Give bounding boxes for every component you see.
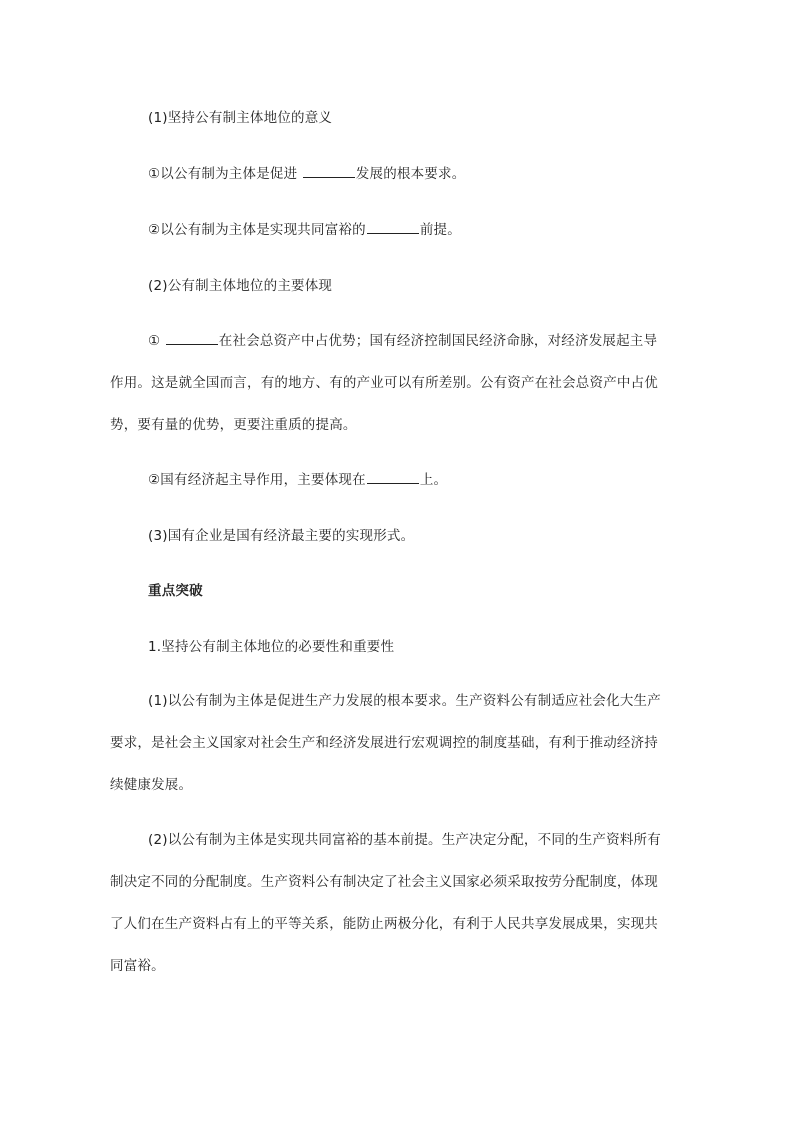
text: (1)坚持公有制主体地位的意义 — [148, 110, 333, 126]
paragraph-line — [110, 734, 658, 752]
paragraph-line — [110, 776, 192, 794]
text: 在社会总资产中占优势；国有经济控制国民经济命脉，对经济发展起主导 — [218, 333, 658, 349]
text: (2)以公有制为主体是实现共同富裕的基本前提。生产决定分配，不同的生产资料所有 — [148, 832, 661, 848]
section-heading-significance — [148, 109, 332, 127]
text: ②国有经济起主导作用，主要体现在 — [148, 472, 366, 488]
paragraph-line — [148, 692, 661, 710]
text: 1.坚持公有制主体地位的必要性和重要性 — [148, 639, 395, 655]
paragraph-line — [110, 416, 357, 434]
text: 要求，是社会主义国家对社会生产和经济发展进行宏观调控的制度基础，有利于推动经济持 — [110, 735, 658, 751]
paragraph-line — [110, 873, 658, 891]
text: 作用。这是就全国而言，有的地方、有的产业可以有所差别。公有资产在社会总资产中占优 — [110, 375, 658, 391]
fill-in-item-3 — [148, 332, 657, 350]
text: 制决定不同的分配制度。生产资料公有制决定了社会主义国家必须采取按劳分配制度，体现 — [110, 874, 658, 890]
text: (2)公有制主体地位的主要体现 — [148, 278, 333, 294]
paragraph-line — [110, 374, 658, 392]
key-points-heading — [148, 582, 203, 600]
text: 续健康发展。 — [110, 777, 193, 793]
text: (1)以公有制为主体是促进生产力发展的根本要求。生产资料公有制适应社会化大生产 — [148, 693, 661, 709]
fill-in-item-2 — [148, 221, 461, 239]
subheading-necessity — [148, 638, 394, 656]
text: 同富裕。 — [110, 958, 165, 974]
text: ① — [148, 333, 165, 349]
text: (3)国有企业是国有经济最主要的实现形式。 — [148, 528, 415, 544]
text: 发展的根本要求。 — [355, 166, 466, 182]
text: ②以公有制为主体是实现共同富裕的 — [148, 222, 366, 238]
paragraph-line — [148, 831, 661, 849]
text: 重点突破 — [148, 583, 203, 599]
text: ①以公有制为主体是促进 — [148, 166, 302, 182]
text: 前提。 — [419, 222, 461, 238]
text: 了人们在生产资料占有上的平等关系，能防止两极分化，有利于人民共享发展成果，实现共 — [110, 916, 658, 932]
answer-blank[interactable] — [367, 471, 419, 484]
fill-in-item-1 — [148, 165, 465, 183]
answer-blank[interactable] — [166, 332, 218, 345]
section-heading-enterprises — [148, 527, 414, 545]
answer-blank[interactable] — [367, 221, 419, 234]
paragraph-line — [110, 957, 165, 975]
text: 势，要有量的优势，更要注重质的提高。 — [110, 417, 357, 433]
paragraph-line — [110, 915, 658, 933]
answer-blank[interactable] — [303, 165, 355, 178]
fill-in-item-4 — [148, 471, 447, 489]
text: 上。 — [419, 472, 448, 488]
section-heading-manifestation — [148, 277, 332, 295]
